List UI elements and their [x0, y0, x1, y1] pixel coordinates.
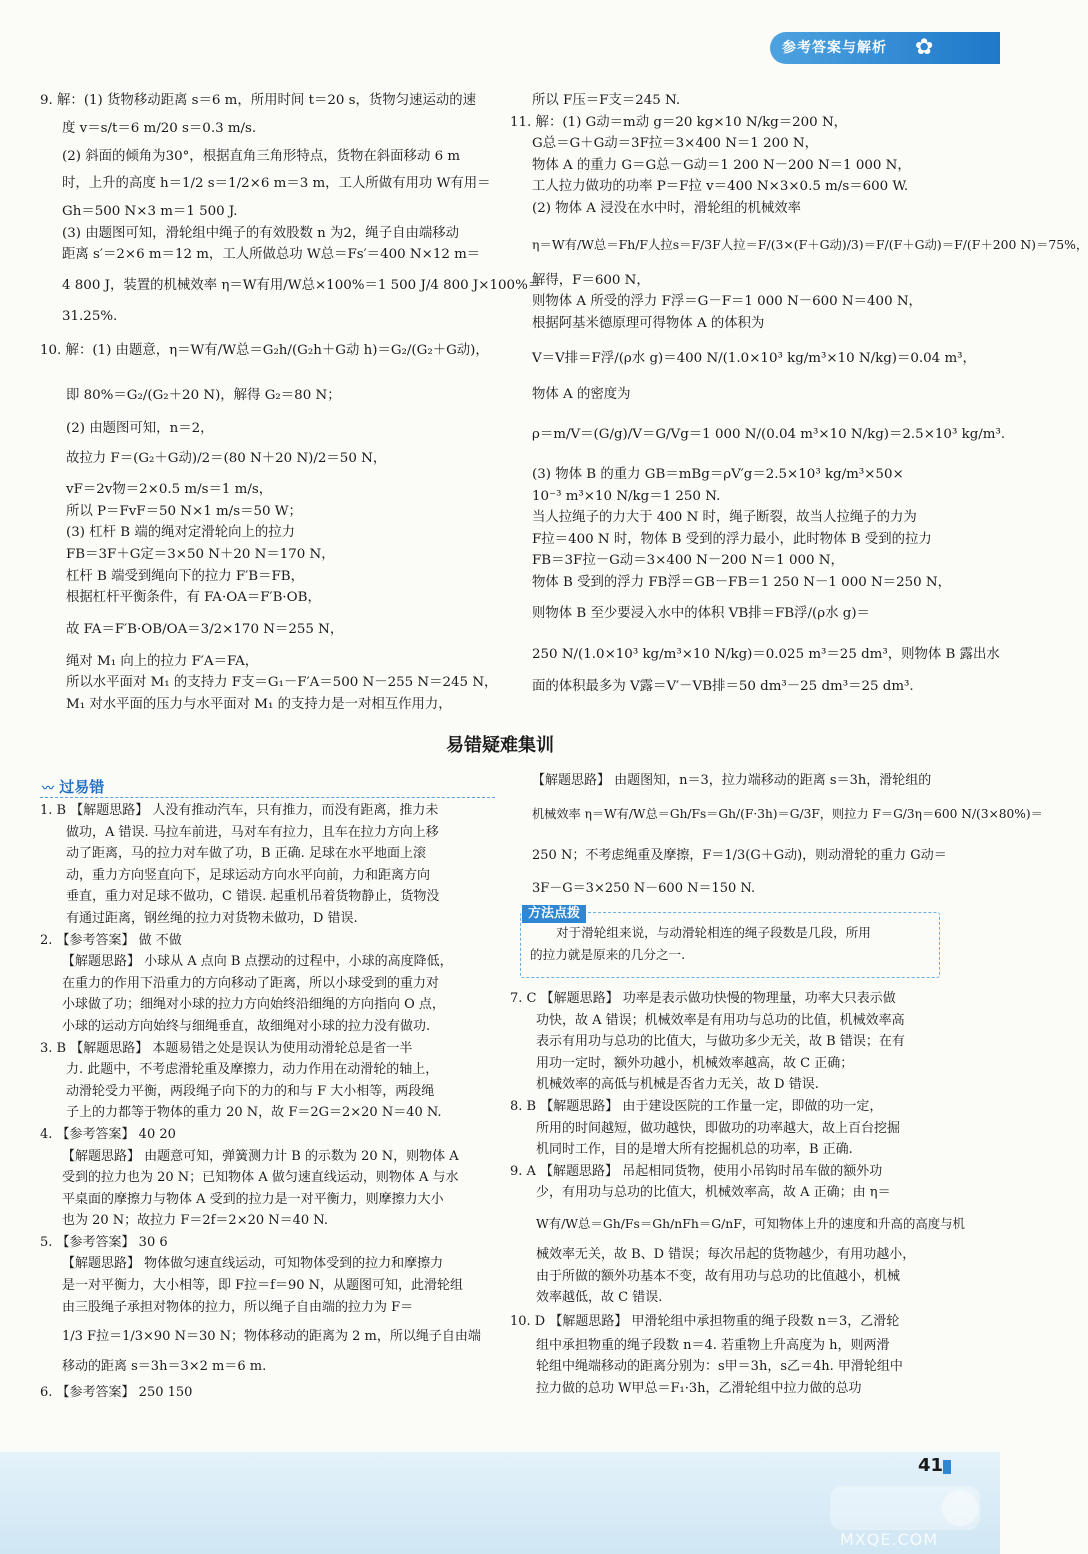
ans4-line: 4. 【参考答案】 40 20: [40, 1126, 176, 1142]
q9-line: 距离 s′＝2×6 m＝12 m，工人所做总功 W总＝Fs′＝400 N×12 m＝: [62, 247, 481, 263]
ans2-line: 2. 【参考答案】 做 不做: [40, 932, 182, 948]
q11-line: ρ＝m/V＝(G/g)/V＝G/Vg＝1 000 N/(0.04 m³×10 N/kg)＝2.5×10³ kg/m³.: [532, 426, 1006, 442]
q11-line: 根据阿基米德原理可得物体 A 的体积为: [532, 315, 765, 331]
ans7-line: 机械效率的高低与机械是否省力无关，故 D 错误.: [536, 1077, 819, 1093]
q9-line: 度 v＝s/t＝6 m/20 s＝0.3 m/s.: [62, 120, 257, 136]
q11-line: 物体 A 的密度为: [532, 387, 631, 403]
ans9-line: 效率越低，故 C 错误.: [536, 1290, 663, 1306]
page-number: 41: [918, 1455, 944, 1476]
q10-line: (2) 由题图可知，n＝2，: [66, 420, 214, 436]
q11-line: (3) 物体 B 的重力 GB＝mBg＝ρV′g＝2.5×10³ kg/m³×50×: [532, 466, 904, 482]
ans9-line: 少，有用功与总功的比值大，机械效率高，故 A 正确；由 η＝: [536, 1185, 891, 1201]
ans6-line: 6. 【参考答案】 250 150: [40, 1384, 193, 1400]
ans5-line: 由三股绳子承担对物体的拉力，所以绳子自由端的拉力为 F＝: [62, 1299, 414, 1315]
q11-line: 则物体 A 所受的浮力 F浮＝G－F＝1 000 N－600 N＝400 N，: [532, 294, 922, 310]
q11-line: 物体 A 的重力 G＝G总－G动＝1 200 N－200 N＝1 000 N，: [532, 157, 911, 173]
section-title: 易错疑难集训: [446, 735, 554, 756]
wave-icon: 〰: [42, 781, 55, 795]
ans6-solution-line: 机械效率 η＝W有/W总＝Gh/Fs＝Gh/(F·3h)＝G/3F，则拉力 F＝G/3η＝600 N/(3×80%)＝: [532, 807, 1043, 821]
q10-line: 10. 解：(1) 由题意，η＝W有/W总＝G₂h/(G₂h＋G动 h)＝G₂/(G₂＋G动)，: [40, 342, 489, 358]
ans3-line: 3. B 【解题思路】 本题易错之处是误认为使用动滑轮总是省一半: [40, 1040, 413, 1056]
ans2-line: 小球做了功；细绳对小球的拉力方向始终沿细绳的方向指向 O 点，: [62, 997, 445, 1013]
page-marker: [943, 1460, 951, 1474]
ans1-line: 动，重力方向竖直向下，足球运动方向水平向前，力和距离方向: [66, 867, 431, 883]
header-title: 参考答案与解析: [782, 40, 887, 56]
q10-line: 故 FA＝F′B·OB/OA＝3/2×170 N＝255 N，: [66, 621, 344, 637]
ans7-line: 表示有用功与总功的比值大，与做功多少无关，故 B 错误；在有: [536, 1034, 905, 1050]
q11-line: (2) 物体 A 浸没在水中时，滑轮组的机械效率: [532, 200, 802, 216]
ans2-line: 在重力的作用下沿重力的方向移动了距离，所以小球受到的重力对: [62, 975, 440, 991]
method-body: [530, 922, 935, 965]
ans8-line: 所用的时间越短，做功越快，即做功的功率越大，故上百台挖掘: [536, 1120, 901, 1136]
q11-line: 工人拉力做功的功率 P＝F拉 v＝400 N×3×0.5 m/s＝600 W.: [532, 179, 909, 195]
ans1-line: 动了距离，马的拉力对车做了功，B 正确. 足球在水平地面上滚: [66, 846, 426, 862]
q11-line: 当人拉绳子的力大于 400 N 时，绳子断裂，故当人拉绳子的力为: [532, 510, 917, 526]
q11-line: 10⁻³ m³×10 N/kg＝1 250 N.: [532, 488, 721, 504]
ans8-line: 8. B 【解题思路】 由于建设医院的工作量一定，即做的功一定，: [510, 1098, 883, 1114]
q11-line: 则物体 B 至少要浸入水中的体积 VB排＝FB浮/(ρ水 g)＝: [532, 605, 870, 621]
ans5-line: 5. 【参考答案】 30 6: [40, 1234, 168, 1250]
q10-line: 根据杠杆平衡条件，有 FA·OA＝F′B·OB，: [66, 590, 321, 606]
ans9-line: 械效率无关，故 B、D 错误；每次吊起的货物越少，有用功越小，: [536, 1246, 916, 1262]
ans6-solution-line: 3F－G＝3×250 N－600 N＝150 N.: [532, 881, 756, 896]
ans5-line: 【解题思路】 物体做匀速直线运动，可知物体受到的拉力和摩擦力: [62, 1256, 444, 1272]
ans3-line: 力. 此题中，不考虑滑轮重及摩擦力，动力作用在动滑轮的轴上，: [66, 1062, 439, 1078]
q11-line: FB＝3F拉－G动＝3×400 N－200 N＝1 000 N，: [532, 553, 844, 569]
q9-line: (3) 由题图可知，滑轮组中绳子的有效股数 n 为2，绳子自由端移动: [62, 225, 460, 241]
q9-line: 31.25%.: [62, 308, 118, 324]
q11-line: G总＝G＋G动＝3F拉＝3×400 N＝1 200 N，: [532, 136, 818, 152]
method-tag: 方法点拨: [522, 905, 586, 923]
q9-line: Gh＝500 N×3 m＝1 500 J.: [62, 204, 238, 220]
method-line: 对于滑轮组来说，与动滑轮相连的绳子段数是几段，所用: [556, 925, 871, 940]
q10-line: vF＝2v物＝2×0.5 m/s＝1 m/s，: [66, 482, 273, 498]
ans2-line: 【解题思路】 小球从 A 点向 B 点摆动的过程中，小球的高度降低，: [62, 954, 453, 970]
q10-line: (3) 杠杆 B 端的绳对定滑轮向上的拉力: [66, 525, 296, 541]
q11-line: F拉＝400 N 时，物体 B 受到的浮力最小，此时物体 B 受到的拉力: [532, 531, 932, 547]
subhead-title: 过易错: [59, 778, 105, 796]
ans5-line: 移动的距离 s＝3h＝3×2 m＝6 m.: [62, 1359, 267, 1375]
q11-line: 解得，F＝600 N，: [532, 272, 650, 288]
left-top-column: [40, 90, 542, 716]
q11-line: 所以 F压＝F支＝245 N.: [532, 93, 681, 108]
q10-line: 所以 P＝FvF＝50 N×1 m/s＝50 W；: [66, 503, 302, 519]
ans4-line: 平桌面的摩擦力与物体 A 受到的拉力是一对平衡力，则摩擦力大小: [62, 1191, 444, 1207]
right-bottom-column-2: [510, 988, 965, 1400]
q9-line: (2) 斜面的倾角为30°，根据直角三角形特点，货物在斜面移动 6 m: [62, 148, 461, 164]
ans5-line: 1/3 F拉＝1/3×90 N＝30 N；物体移动的距离为 2 m，所以绳子自由端: [62, 1329, 481, 1345]
ans9-line: 由于所做的额外功基本不变，故有用功与总功的比值越小，机械: [536, 1268, 901, 1284]
q10-line: 故拉力 F＝(G₂＋G动)/2＝(80 N＋20 N)/2＝50 N，: [66, 451, 387, 467]
q11-line: V＝V排＝F浮/(ρ水 g)＝400 N/(1.0×10³ kg/m³×10 N/kg)＝0.04 m³，: [532, 351, 976, 367]
ans3-line: 动滑轮受力平衡，两段绳子向下的力的和与 F 大小相等，两段绳: [66, 1083, 435, 1099]
q11-line: 物体 B 受到的浮力 FB浮＝GB－FB＝1 250 N－1 000 N＝250 N，: [532, 574, 952, 590]
ans1-line: 做功，A 错误. 马拉车前进，马对车有拉力，且车在拉力方向上移: [66, 824, 439, 840]
method-line: 的拉力就是原来的几分之一.: [530, 946, 686, 962]
ans4-line: 【解题思路】 由题意可知，弹簧测力计 B 的示数为 20 N，则物体 A: [62, 1148, 459, 1164]
q9-line: 4 800 J，装置的机械效率 η＝W有用/W总×100%＝1 500 J/4 800 J×100%＝: [62, 277, 542, 293]
right-bottom-column: [510, 770, 1043, 902]
ans4-line: 受到的拉力也为 20 N；已知物体 A 做匀速直线运动，则物体 A 与水: [62, 1170, 459, 1186]
right-top-column: [510, 90, 1088, 697]
q10-line: 所以水平面对 M₁ 的支持力 F支＝G₁－F′A＝500 N－255 N＝245 N，: [66, 675, 498, 691]
ans6-solution-line: 【解题思路】 由题图知，n＝3，拉力端移动的距离 s＝3h，滑轮组的: [532, 773, 932, 788]
ans5-line: 是一对平衡力，大小相等，即 F拉＝f＝90 N，从题图可知，此滑轮组: [62, 1278, 464, 1294]
q11-line: 250 N/(1.0×10³ kg/m³×10 N/kg)＝0.025 m³＝25 dm³，则物体 B 露出水: [532, 646, 1000, 662]
ans9-line: 9. A 【解题思路】 吊起相同货物，使用小吊钩时吊车做的额外功: [510, 1163, 883, 1179]
ans7-line: 7. C 【解题思路】 功率是表示做功快慢的物理量，功率大只表示做: [510, 991, 896, 1006]
ans6-solution-line: 250 N；不考虑绳重及摩擦，F＝1/3(G＋G动)，则动滑轮的重力 G动＝: [532, 848, 947, 863]
subhead-label: [42, 776, 104, 799]
ans1-line: 有通过距离，钢丝绳的拉力对货物未做功，D 错误.: [66, 910, 358, 926]
ans1-line: 垂直，重力对足球不做功，C 错误. 起重机吊着货物静止，货物没: [66, 889, 440, 905]
watermark-text: MXQE.COM: [840, 1530, 939, 1549]
rocket-icon: ✿: [915, 35, 934, 60]
ans3-line: 子上的力都等于物体的重力 20 N，故 F＝2G＝2×20 N＝40 N.: [66, 1105, 442, 1121]
ans4-line: 也为 20 N；故拉力 F＝2f＝2×20 N＝40 N.: [62, 1213, 328, 1229]
q9-line: 9. 解：(1) 货物移动距离 s＝6 m，所用时间 t＝20 s，货物匀速运动的速: [40, 93, 477, 108]
q11-line: 11. 解：(1) G动＝m动 g＝20 kg×10 N/kg＝200 N，: [510, 114, 848, 130]
ans10-line: 组中承担物重的绳子段数 n＝4. 若重物上升高度为 h，则两滑: [536, 1337, 890, 1353]
q11-line: η＝W有/W总＝Fh/F人拉s＝F/3F人拉＝F/(3×(F＋G动)/3)＝F/(F＋G动)＝F/(F＋200 N)＝75%，: [532, 236, 1088, 252]
ans10-line: 拉力做的总功 W甲总＝F₁·3h，乙滑轮组中拉力做的总功: [536, 1380, 862, 1396]
q11-line: 面的体积最多为 V露＝V′－VB排＝50 dm³－25 dm³＝25 dm³.: [532, 678, 914, 694]
ans7-line: 用功一定时，额外功越小，机械效率越高，故 C 正确；: [536, 1055, 854, 1071]
ans10-line: 10. D 【解题思路】 甲滑轮组中承担物重的绳子段数 n＝3，乙滑轮: [510, 1313, 900, 1329]
watermark-circle: [942, 1490, 978, 1526]
ans10-line: 轮组中绳端移动的距离分别为：s甲＝3h，s乙＝4h. 甲滑轮组中: [536, 1359, 903, 1375]
q10-line: M₁ 对水平面的压力与水平面对 M₁ 的支持力是一对相互作用力，: [66, 696, 452, 712]
q10-line: 即 80%＝G₂/(G₂＋20 N)，解得 G₂＝80 N；: [66, 387, 341, 403]
ans9-line: W有/W总＝Gh/Fs＝Gh/nFh＝G/nF，可知物体上升的速度和升高的高度与机: [536, 1215, 965, 1231]
q10-line: FB＝3F＋G定＝3×50 N＋20 N＝170 N，: [66, 546, 335, 562]
ans1-line: 1. B 【解题思路】 人没有推动汽车，只有推力，而没有距离，推力未: [40, 803, 439, 818]
ans7-line: 功快，故 A 错误；机械效率是有用功与总功的比值，机械效率高: [536, 1012, 905, 1028]
ans8-line: 机同时工作，目的是增大所有挖掘机总的功率，B 正确.: [536, 1142, 853, 1158]
q9-line: 时，上升的高度 h＝1/2 s＝1/2×6 m＝3 m，工人所做有用功 W有用＝: [62, 176, 491, 192]
left-bottom-column: [40, 800, 495, 1408]
q10-line: 杠杆 B 端受到绳向下的拉力 F′B＝FB，: [66, 568, 304, 584]
subhead-divider: [40, 776, 495, 798]
q10-line: 绳对 M₁ 向上的拉力 F′A＝FA，: [66, 653, 259, 669]
ans2-line: 小球的运动方向始终与细绳垂直，故细绳对小球的拉力没有做功.: [62, 1018, 431, 1034]
